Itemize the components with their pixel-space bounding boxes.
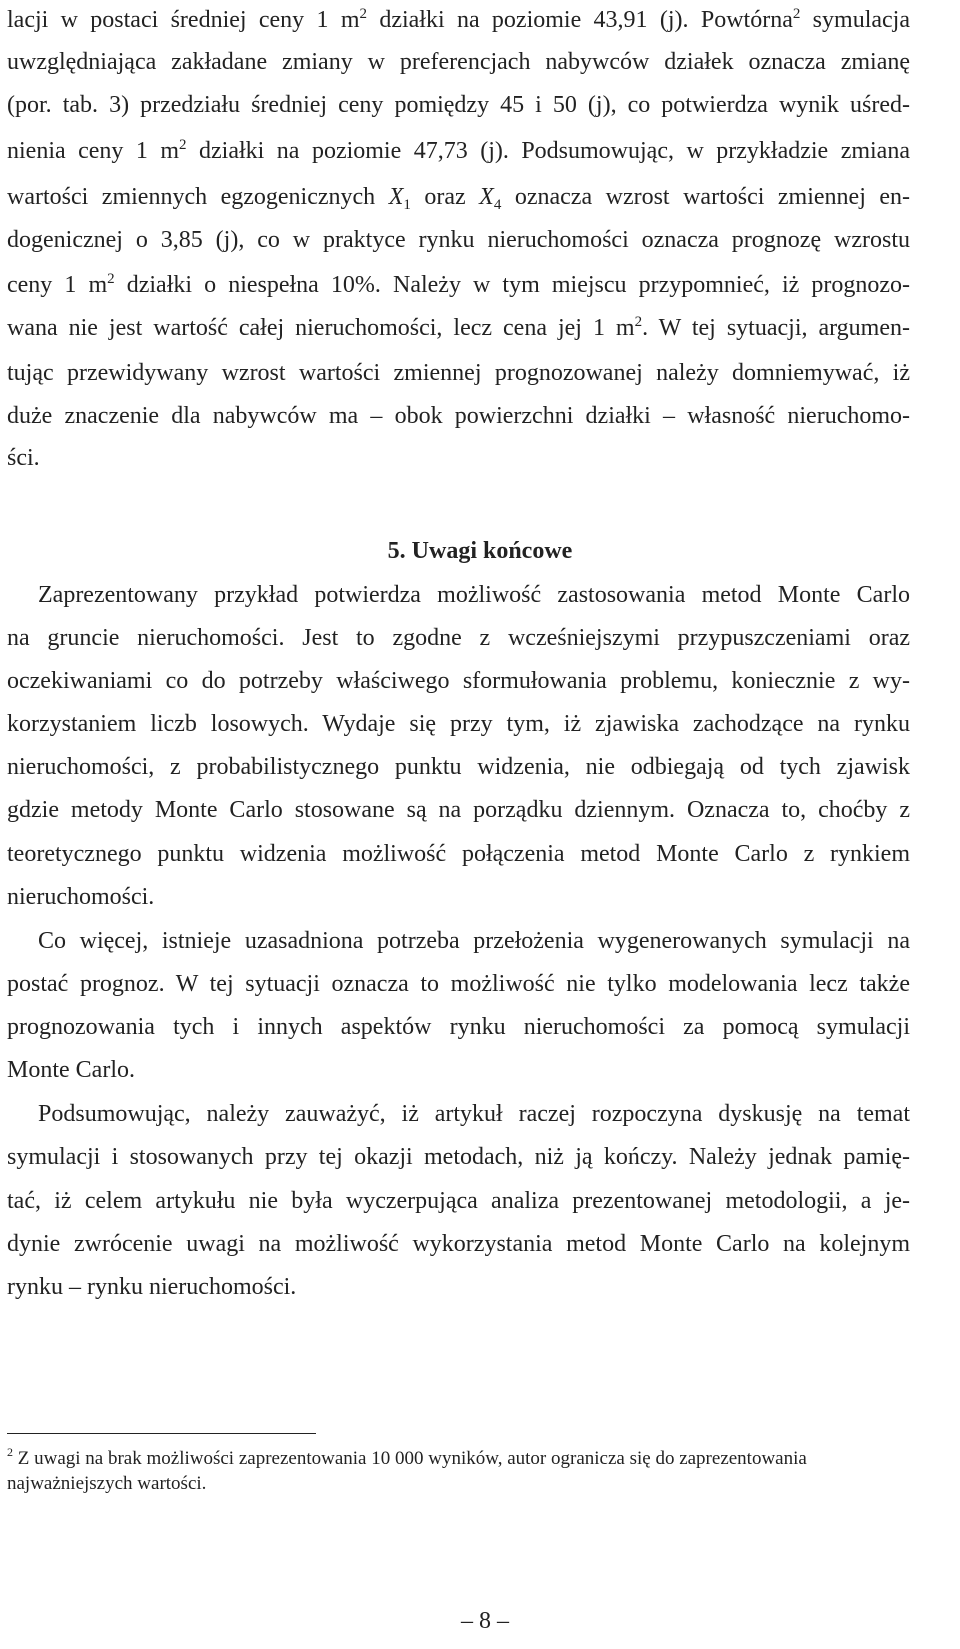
text-line: duże znaczenie dla nabywców ma – obok powierzchni działki – własność nieruchomo- (7, 403, 910, 429)
text-line: gdzie metody Monte Carlo stosowane są na porządku dziennym. Oznacza to, choćby z (7, 797, 910, 823)
text-line: wartości zmiennych egzogenicznych $X_1$ oraz $X_4$ oznacza wzrost wartości zmiennej en- (7, 184, 911, 213)
text-line: tać, iż celem artykułu nie była wyczerpująca analiza prezentowanej metodologii, a je- (7, 1188, 910, 1214)
text-line: nieruchomości, z probabilistycznego punktu widzenia, nie odbiegają od tych zjawisk (7, 754, 910, 780)
text-line: korzystaniem liczb losowych. Wydaje się przy tym, iż zjawiska zachodzące na rynku (7, 711, 910, 737)
text-line: nienia ceny 1 $m^2$ działki na poziomie 47,73 (j). Podsumowując, w przykładzie zmiana (7, 137, 910, 164)
text-line: dynie zwrócenie uwagi na możliwość wykorzystania metod Monte Carlo na kolejnym (7, 1231, 910, 1257)
text-line: tując przewidywany wzrost wartości zmiennej prognozowanej należy domniemywać, iż (7, 360, 910, 386)
text-line: symulacji i stosowanych przy tej okazji metodach, niż ją kończy. Należy jednak pamię- (7, 1144, 910, 1170)
text-line: prognozowania tych i innych aspektów rynku nieruchomości za pomocą symulacji (7, 1014, 910, 1040)
text-line: ści. (7, 445, 40, 471)
footnote-text: najważniejszych wartości. (7, 1473, 207, 1494)
text-line: na gruncie nieruchomości. Jest to zgodne z wcześniejszymi przypuszczeniami oraz (7, 625, 910, 651)
text-line: lacji w postaci średniej ceny 1 $m^2$ działki na poziomie 43,91 (j). Powtórna$^2$ symulacja (7, 6, 910, 33)
text-line: teoretycznego punktu widzenia możliwość połączenia metod Monte Carlo z rynkiem (7, 841, 910, 867)
text-line: dogenicznej o 3,85 (j), co w praktyce rynku nieruchomości oznacza prognozę wzrostu (7, 227, 910, 253)
text-line: (por. tab. 3) przedziału średniej ceny pomiędzy 45 i 50 (j), co potwierdza wynik uśred- (7, 92, 910, 118)
text-line: ceny 1 $m^2$ działki o niespełna 10%. Należy w tym miejscu przypomnieć, iż prognozo- (7, 271, 910, 298)
footnote-text: $^2$ Z uwagi na brak możliwości zaprezentowania 10 000 wyników, autor ogranicza się do zaprezentowania (7, 1445, 807, 1469)
text-line: Co więcej, istnieje uzasadniona potrzeba przełożenia wygenerowanych symulacji na (38, 928, 910, 954)
text-line: Monte Carlo. (7, 1057, 135, 1083)
text-line: rynku – rynku nieruchomości. (7, 1274, 297, 1300)
section-heading: 5. Uwagi końcowe (387, 538, 573, 564)
text-line: nieruchomości. (7, 884, 155, 910)
page-number: – 8 – (461, 1608, 509, 1634)
text-line: Zaprezentowany przykład potwierdza możliwość zastosowania metod Monte Carlo (38, 582, 910, 608)
text-line: wana nie jest wartość całej nieruchomości, lecz cena jej 1 $m^2$. W tej sytuacji, argumen- (7, 314, 910, 341)
text-line: postać prognoz. W tej sytuacji oznacza to możliwość nie tylko modelowania lecz także (7, 971, 910, 997)
text-line: oczekiwaniami co do potrzeby właściwego sformułowania problemu, koniecznie z wy- (7, 668, 910, 694)
footnote-separator (7, 1433, 316, 1434)
text-line: Podsumowując, należy zauważyć, iż artykuł raczej rozpoczyna dyskusję na temat (38, 1101, 910, 1127)
text-line: uwzględniająca zakładane zmiany w preferencjach nabywców działek oznacza zmianę (7, 49, 910, 75)
